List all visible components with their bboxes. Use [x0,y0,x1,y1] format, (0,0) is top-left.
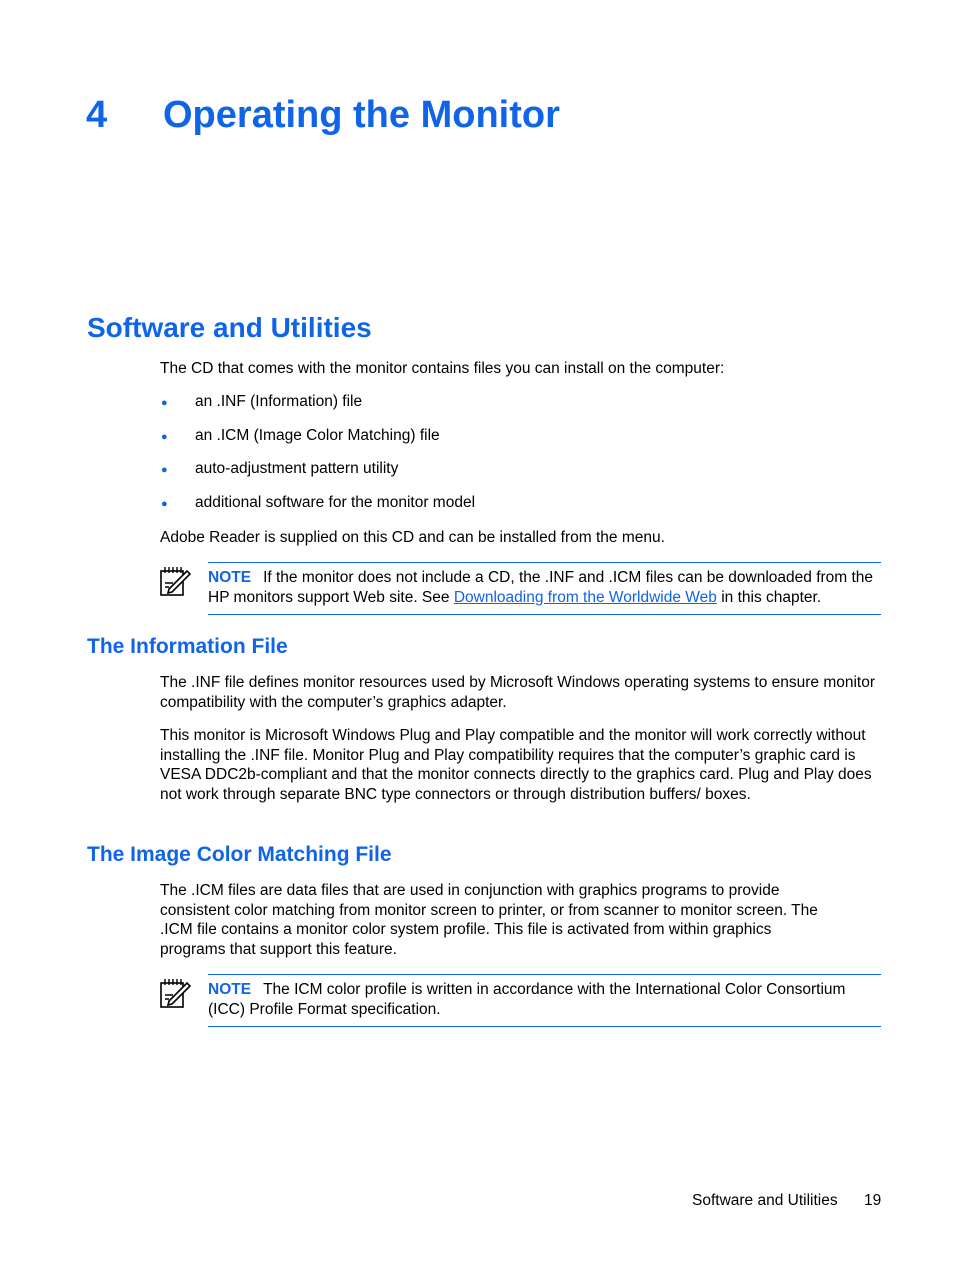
information-paragraph: The .INF file defines monitor resources used by Microsoft Windows operating systems to ensure monitor compatibility with the computer’s graphics adapter. [160,674,876,711]
bullet-dot-icon: ● [161,431,168,443]
section-heading-image-color-matching: The Image Color Matching File [87,843,392,866]
note-text: If the monitor does not include a CD, the .INF and .ICM files can be downloaded from the HP monitors support Web site. See [208,569,874,606]
note-text-end: in this chapter. [716,588,822,606]
information-paragraph: This monitor is Microsoft Windows Plug and Play compatible and the monitor will work correctly without installing the .INF file. Monitor Plug and Play compatibility requires that the computer’s graphic card is VESA DDC2b-compliant and that the monitor connects directly to the graphics card. Plug and Play does not work through separate BNC type connectors or through distribution buffers/ boxes. [160,727,872,803]
note-top-rule [208,562,881,563]
bullet-item: an .ICM (Image Color Matching) file [195,427,440,444]
section-heading-information-file: The Information File [87,635,288,658]
note-top-rule [208,974,881,975]
worldwide-web-link[interactable]: Downloading from the Worldwide Web [453,588,717,606]
note-label: NOTE [208,981,252,998]
note-body [208,568,880,607]
bullet-item: additional software for the monitor model [195,494,476,511]
note-bottom-rule [208,614,881,615]
bullet-dot-icon: ● [161,397,168,409]
note-text: The ICM color profile is written in accordance with the International Color Consortium (ICC) Profile Format specification. [208,981,846,1018]
footer-section-title: Software and Utilities [692,1192,838,1209]
note-label: NOTE [208,569,252,586]
note-pencil-icon [159,565,193,597]
bullet-dot-icon: ● [161,464,168,476]
note-body [208,980,880,1019]
bullet-item: auto-adjustment pattern utility [195,460,399,477]
cd-reader-paragraph: Adobe Reader is supplied on this CD and can be installed from the menu. [160,529,665,546]
page-number: 19 [864,1192,882,1209]
chapter-title: Operating the Monitor [163,94,560,136]
note-pencil-icon [159,977,193,1009]
section-heading-software-utilities: Software and Utilities [87,312,372,343]
chapter-number: 4 [86,94,108,136]
icm-paragraph: The .ICM files are data files that are used in conjunction with graphics programs to provide consistent color matching from monitor screen to printer, or from scanner to monitor screen. The .ICM file contains a monitor color system profile. This file is activated from within graphics programs that support this feature. [160,882,818,958]
bullet-item: an .INF (Information) file [195,393,363,410]
bullet-dot-icon: ● [161,498,168,510]
note-bottom-rule [208,1026,881,1027]
section-intro: The CD that comes with the monitor contains files you can install on the computer: [160,360,725,377]
